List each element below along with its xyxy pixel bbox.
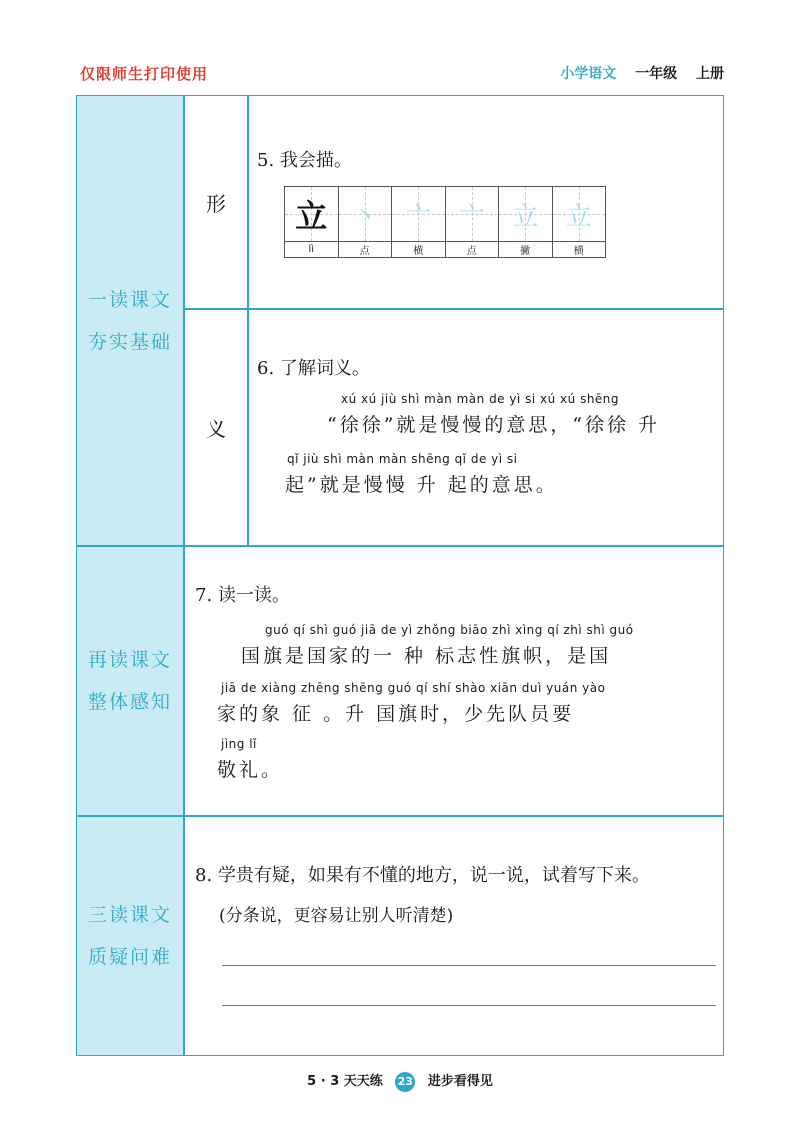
sub-label-form: 形	[184, 95, 248, 309]
page-footer	[0, 1070, 800, 1092]
section-label-line: 整体感知	[87, 691, 172, 713]
print-notice: 仅限师生打印使用	[80, 65, 209, 83]
trace-char[interactable]: 立	[565, 201, 592, 232]
question-title: 6. 了解词义。	[257, 358, 370, 379]
stroke-cell	[285, 187, 339, 257]
question-6	[248, 309, 724, 546]
question-title: 7. 读一读。	[195, 585, 290, 606]
trace-char: 立	[295, 197, 328, 235]
question-title: 8. 学贵有疑，如果有不懂的地方，说一说，试着写下来。	[195, 865, 650, 886]
grade-label: 一年级	[635, 66, 678, 82]
subject-label: 小学语文	[560, 66, 617, 82]
trace-char[interactable]: 丶	[351, 201, 378, 232]
answer-line[interactable]	[222, 1005, 716, 1006]
answer-line[interactable]	[222, 965, 716, 966]
stroke-name: 点	[359, 246, 370, 257]
trace-char[interactable]: 亠	[405, 201, 432, 232]
stroke-cell	[499, 187, 553, 257]
trace-char[interactable]: 亠	[458, 201, 485, 232]
section-label-basics	[76, 95, 184, 546]
stroke-name: 横	[413, 246, 424, 257]
text-line: 起”就是慢慢 升 起的意思。	[285, 474, 558, 496]
volume-label: 上册	[696, 66, 724, 82]
section-label-line: 夯实基础	[87, 330, 172, 353]
text-line: 家的象 征 。升 国旗时，少先队员要	[217, 703, 575, 725]
stroke-name: 横	[573, 246, 584, 257]
stroke-cell	[553, 187, 606, 257]
section-label-line: 一读课文	[87, 288, 172, 311]
worksheet-table	[76, 95, 724, 1056]
pinyin-line: xú xú jiù shì màn màn de yì si xú xú shēng	[341, 392, 620, 406]
trace-char[interactable]: 立	[512, 201, 539, 232]
pinyin-line: jiā de xiàng zhēng shēng guó qí shí shào xiān duì yuán yào	[221, 681, 606, 695]
section-label-line: 再读课文	[87, 649, 172, 671]
stroke-name: 点	[466, 246, 477, 257]
question-title: 5. 我会描。	[257, 150, 352, 171]
pinyin-line: qǐ jiù shì màn màn shēng qǐ de yì si	[287, 452, 518, 466]
stroke-cell	[446, 187, 500, 257]
section-label-overview	[76, 546, 184, 816]
pinyin-line: guó qí shì guó jiā de yì zhǒng biāo zhì xìng qí zhì shì guó	[265, 623, 634, 637]
question-8	[184, 816, 724, 1056]
section-label-line: 质疑问难	[87, 946, 172, 968]
text-line: “徐徐”就是慢慢的意思，“徐徐 升	[327, 414, 661, 436]
question-7	[184, 546, 724, 816]
stroke-name: 撇	[520, 246, 531, 257]
stroke-cell	[392, 187, 446, 257]
question-hint: (分条说，更容易让别人听清楚)	[219, 906, 454, 926]
question-5	[248, 95, 724, 309]
stroke-order-grid	[284, 186, 606, 258]
footer-slogan: 进步看得见	[427, 1074, 493, 1089]
pinyin-line: jìng lǐ	[221, 737, 257, 751]
section-label-line: 三读课文	[87, 904, 172, 926]
stroke-cell	[339, 187, 393, 257]
sub-label-meaning: 义	[184, 309, 248, 546]
page-number: 23	[395, 1072, 415, 1092]
text-line: 敬礼。	[217, 759, 284, 781]
section-label-questioning	[76, 816, 184, 1056]
stroke-name: lì	[308, 244, 315, 255]
book-info	[560, 63, 724, 83]
text-line: 国旗是国家的一 种 标志性旗帜，是国	[241, 645, 612, 667]
footer-series: 5 · 3 天天练	[307, 1074, 383, 1089]
